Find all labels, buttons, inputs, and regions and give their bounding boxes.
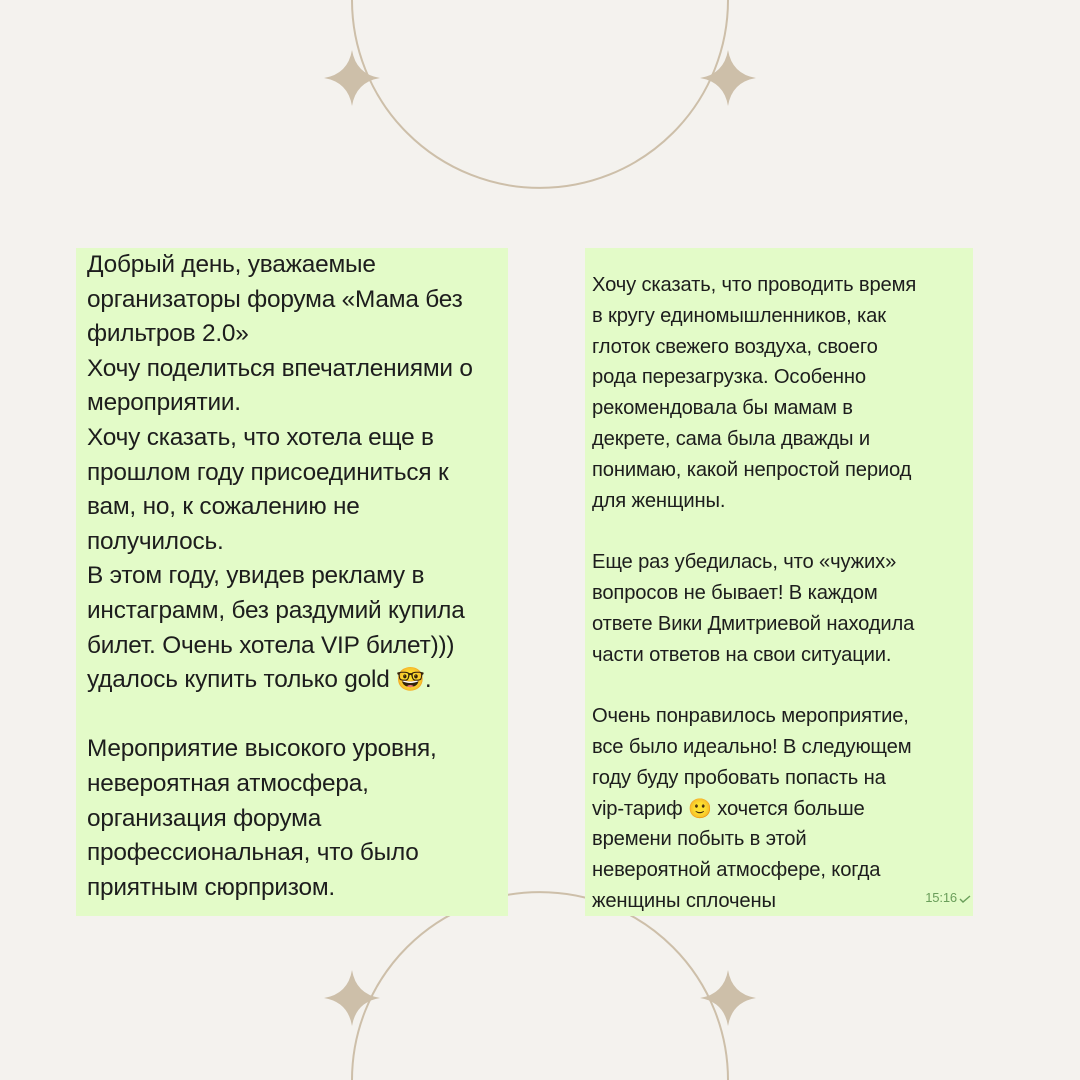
message-bubble-right	[585, 248, 973, 916]
sparkle-icon-bottom-left	[324, 970, 380, 1026]
sparkle-icon-top-right	[700, 50, 756, 106]
message-bubble-left	[76, 248, 508, 916]
message-text: Хочу сказать, что проводить время в кругу единомышленников, как глоток свежего воздуха, своего рода перезагрузка. Особенно рекомендовала бы мамам в декрете, сама была дважды и понимаю, какой непростой период для женщины.	[592, 274, 917, 512]
sparkle-icon-bottom-right	[700, 970, 756, 1026]
smiley-emoji-icon: 🙂	[688, 798, 712, 820]
message-text: Добрый день, уважаемые организаторы форума «Мама без фильтров 2.0» Хочу поделиться впечатлениями о мероприятии. Хочу сказать, что хотела еще в прошлом году присоединиться к вам, но, к сожалению не получилось. В этом году, увидев рекламу в инстаграмм, без раздумий купила билет. Очень хотела VIP билет))) удалось купить только gold	[87, 251, 473, 694]
message-text-suffix: .	[424, 666, 432, 694]
bottom-arc-ornament	[352, 892, 728, 1080]
message-text: хочется больше времени побыть в этой невероятной атмосфере, когда женщины сплочены	[592, 797, 881, 912]
nerd-face-emoji-icon: 🤓	[396, 666, 425, 693]
message-text: Еще раз убедилась, что «чужих» вопросов не бывает! В каждом ответе Вики Дмитриевой находила части ответов на свои ситуации.	[592, 551, 915, 666]
message-time: 15:16	[925, 890, 957, 906]
sparkle-icon-top-left	[324, 50, 380, 106]
message-text: Очень понравилось мероприятие, все было идеально! В следующем году буду пробовать попасть на vip-тариф	[592, 705, 912, 820]
message-text: Мероприятие высокого уровня, невероятная атмосфера, организация форума профессиональная, что было приятным сюрпризом.	[87, 735, 437, 901]
top-arc-ornament	[352, 0, 728, 188]
read-check-icon	[959, 895, 971, 903]
message-timestamp	[925, 883, 971, 914]
